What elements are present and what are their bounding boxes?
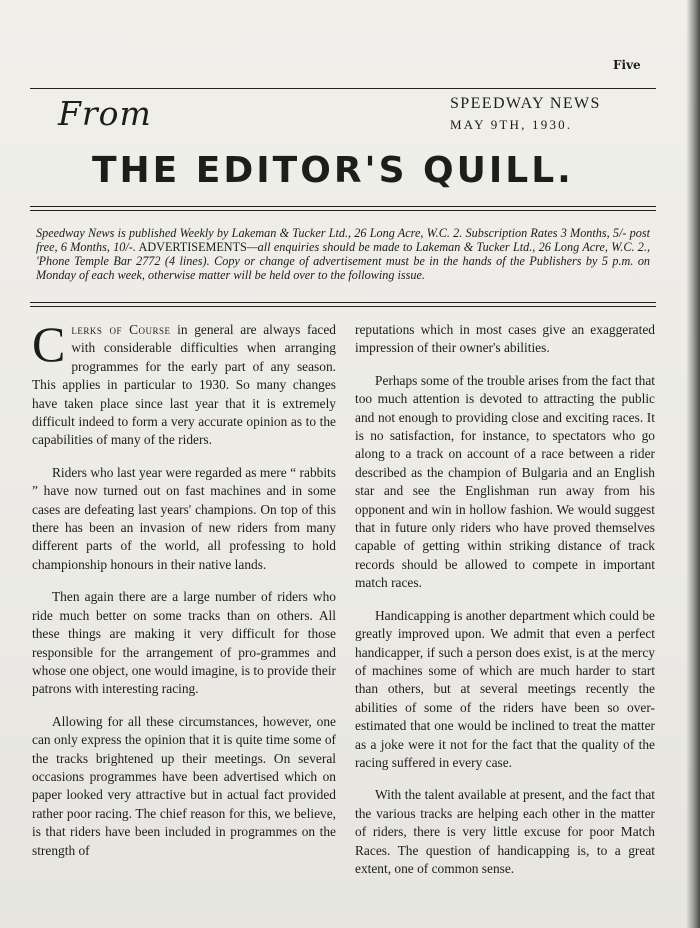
- publication-name: SPEEDWAY NEWS: [450, 95, 601, 112]
- lead-small-caps: lerks of Course: [71, 322, 171, 337]
- article-paragraph: reputations which in most cases give an exaggerated impression of their owner's abilities.: [355, 322, 655, 356]
- article-paragraph: With the talent available at present, and the fact that the various tracks are helping each other in the matter of riders, there is very little excuse for poor Match Races. The question of handicapping is, to a great extent, one of common sense.: [355, 787, 655, 876]
- notice-copy-deadline: Copy or change of advertisement must be in the hands of the Publishers by 5 p.m. on Monday of each week, otherwise matter will be held over to the following issue.: [36, 254, 651, 282]
- article-paragraph: Perhaps some of the trouble arises from the fact that too much attention is devoted to attracting the public and not enough to providing close and exciting races. It is no satisfaction, for instance, to spectators who go along to a track on account of a race between a rider described as the champion of Bulgaria and an English star and see the Englishman run away from his opponent and win in hollow fashion. We would suggest that in future only riders who have proved themselves capable of getting within striking distance of track records should be allowed to compete in important match races.: [355, 372, 655, 591]
- page-title: THE EDITOR'S QUILL.: [92, 150, 574, 191]
- notice-rule-lower: [30, 306, 656, 307]
- page-number: Five: [613, 58, 641, 72]
- notice-rule-upper: [30, 302, 656, 303]
- publishing-notice: [36, 226, 650, 282]
- header-rule-upper: [30, 206, 656, 207]
- header-rule-lower: [30, 210, 656, 211]
- header-top-rule: [30, 88, 656, 89]
- article-column-right: [355, 321, 655, 892]
- article-paragraph: Riders who last year were regarded as mere “ rabbits ” have now turned out on fast machines and in some cases are defeating last years' champions. On top of this there has been an invasion of new riders from many different parts of the world, all professing to hold championship honours in their native lands.: [32, 464, 336, 572]
- article-paragraph: [32, 316, 337, 450]
- article-paragraph: Handicapping is another department which could be greatly improved upon. We admit that even a perfect handicapper, if such a person does exist, is at the mercy of machines some of which are much harder to start than others, but at several meetings recently the abilities of some of the riders have been so over-estimated that one would be inclined to treat the matter as a joke were it not for the fact that the quality of the racing suffered in every case.: [355, 607, 655, 770]
- article-column-left: [32, 316, 337, 874]
- notice-subscription: Subscription Rates 3 Months, 5/- post free, 6 Months, 10/-.: [36, 226, 650, 254]
- paragraph-text: in general are always faced with considerable difficulties when arranging programmes for the early part of any season. This applies in particular to 1930. So many changes have taken place since last year that it is extremely difficult indeed to form a very accurate opinion as to the capabilities of many of the riders.: [32, 322, 337, 448]
- drop-cap: C: [32, 316, 66, 372]
- notice-publisher: Speedway News is published Weekly by Lakeman & Tucker Ltd., 26 Long Acre, W.C. 2.: [36, 226, 463, 240]
- from-script-heading: From: [58, 94, 152, 133]
- article-paragraph: Allowing for all these circumstances, however, one can only express the opinion that it is quite time some of the tracks brightened up their meetings. On several occasions programmes have been advertised which on paper looked very attractive but in actual fact provided rather poor racing. The chief reason for this, we believe, is that riders have been included in programmes on the strength of: [32, 713, 336, 858]
- notice-advertisements-label: ADVERTISEMENTS: [138, 240, 247, 254]
- article-paragraph: Then again there are a large number of riders who ride much better on some tracks than on others. All these things are making it very difficult for those responsible for the arrangement of pro-grammes and whose one object, one would imagine, is to provide their patrons with interesting racing.: [32, 589, 336, 697]
- issue-date: MAY 9TH, 1930.: [450, 117, 573, 132]
- notice-enquiries: —all enquiries should be made to Lakeman & Tucker Ltd., 26 Long Acre, W.C. 2., 'Phone Temple Bar 2772 (4 lines).: [36, 240, 650, 268]
- page-edge-shadow: [686, 0, 700, 928]
